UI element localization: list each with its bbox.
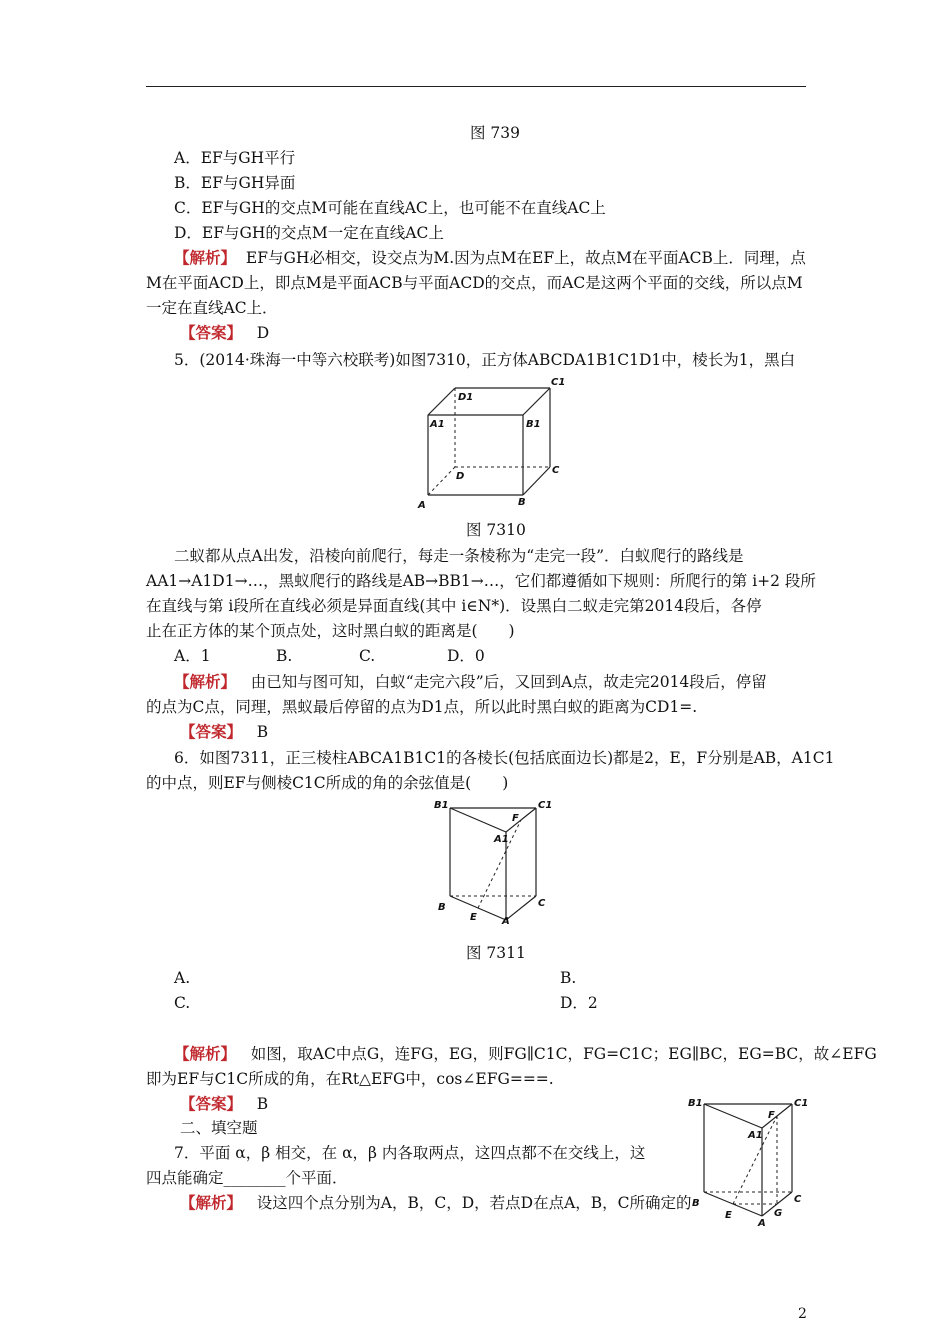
analysis-tag: 【解析】 [174, 672, 237, 691]
label-B1: B1 [434, 800, 449, 811]
q5-stem-line-5: 止在正方体的某个顶点处，这时黑白蚁的距离是( ) [146, 622, 515, 640]
figure-caption-7311: 图 7311 [466, 944, 526, 962]
label-C1: C1 [551, 377, 566, 388]
answer-value: D [256, 324, 270, 342]
q7-analysis-line-1 [180, 1193, 692, 1213]
q4-option-d: D．EF与GH的交点M一定在直线AC上 [174, 224, 444, 242]
answer-value: B [256, 1095, 269, 1113]
label-D1: D1 [458, 392, 474, 403]
q7-stem-line-2: 四点能确定________个平面． [146, 1169, 348, 1187]
q4-analysis-line-2: M在平面ACD上，即点M是平面ACB与平面ACD的交点，而AC是这两个平面的交线，所以点M [146, 274, 803, 292]
analysis-text: 设这四个点分别为A，B，C，D，若点D在点A，B，C所确定的 [256, 1194, 692, 1212]
q4-option-a: A．EF与GH平行 [174, 149, 296, 167]
q6-analysis-line-2: 即为EF与C1C所成的角，在Rt△EFG中，cos∠EFG===. [146, 1070, 554, 1088]
analysis-text: EF与GH必相交，设交点为M.因为点M在EF上，故点M在平面ACB上．同理，点 [245, 249, 806, 267]
q4-option-b: B．EF与GH异面 [174, 174, 296, 192]
label-C: C [794, 1194, 802, 1205]
page-number: 2 [798, 1306, 807, 1322]
answer-tag: 【答案】 [180, 1094, 243, 1113]
q6-option-c: C. [174, 994, 191, 1012]
q5-stem-line-1: 5．(2014·珠海一中等六校联考)如图7310，正方体ABCDA1B1C1D1中，棱长为1，黑白 [174, 351, 796, 369]
q4-analysis-line-3: 一定在直线AC上． [146, 299, 278, 317]
label-C1: C1 [538, 800, 553, 811]
q5-option-a: A．1 [174, 647, 211, 665]
q6-option-b: B. [560, 969, 577, 987]
analysis-text: 如图，取AC中点G，连FG，EG，则FG∥C1C，FG=C1C；EG∥BC，EG=BC，故∠EFG [250, 1045, 877, 1063]
label-A1: A1 [494, 834, 509, 845]
analysis-tag: 【解析】 [174, 1044, 237, 1063]
q5-option-b: B. [276, 647, 293, 665]
label-A: A [418, 500, 426, 511]
figure-caption-739: 图 739 [470, 124, 521, 142]
q5-option-d: D．0 [447, 647, 485, 665]
label-C1: C1 [794, 1098, 809, 1109]
label-B1: B1 [526, 419, 541, 430]
prism-figure-with-g [684, 1092, 814, 1230]
q5-stem-line-2: 二蚁都从点A出发，沿棱向前爬行，每走一条棱称为“走完一段”．白蚁爬行的路线是 [174, 547, 744, 565]
label-B: B [692, 1198, 700, 1209]
analysis-tag: 【解析】 [180, 1193, 243, 1212]
q6-stem-line-1: 6．如图7311，正三棱柱ABCA1B1C1的各棱长(包括底面边长)都是2，E，F分别是AB，A1C1 [174, 749, 835, 767]
answer-tag: 【答案】 [180, 323, 243, 342]
section-fill-in-title: 二、填空题 [180, 1119, 258, 1137]
q5-stem-line-4: 在直线与第 i段所在直线必须是异面直线(其中 i∈N*)．设黑白二蚁走完第2014段后，各停 [146, 597, 762, 615]
label-F: F [512, 813, 519, 824]
label-E: E [470, 912, 477, 923]
label-C: C [552, 465, 560, 476]
q5-analysis-line-1 [174, 672, 767, 692]
q6-answer [180, 1094, 268, 1114]
figure-caption-7310: 图 7310 [466, 521, 526, 539]
label-B: B [518, 497, 526, 508]
q5-analysis-line-2: 的点为C点，同理，黑蚁最后停留的点为D1点，所以此时黑白蚁的距离为CD1=. [146, 698, 698, 716]
label-B1: B1 [688, 1098, 703, 1109]
q5-stem-line-3: AA1→A1D1→…，黑蚁爬行的路线是AB→BB1→…，它们都遵循如下规则：所爬行的第 i+2 段所 [146, 572, 816, 590]
label-C: C [538, 898, 546, 909]
analysis-tag: 【解析】 [174, 248, 237, 267]
q4-analysis-line-1 [174, 248, 806, 268]
label-G: G [774, 1208, 783, 1219]
q6-option-d: D．2 [560, 994, 598, 1012]
q7-stem-line-1: 7．平面 α，β 相交，在 α，β 内各取两点，这四点都不在交线上，这 [174, 1144, 646, 1162]
label-A: A [502, 916, 510, 926]
label-A: A [758, 1218, 766, 1229]
analysis-text: 由已知与图可知，白蚁“走完六段”后，又回到A点，故走完2014段后，停留 [250, 673, 767, 691]
q5-option-c: C. [359, 647, 376, 665]
prism-figure [432, 796, 562, 926]
answer-value: B [256, 723, 269, 741]
label-D: D [456, 471, 465, 482]
q6-analysis-line-1 [174, 1044, 877, 1064]
label-A1: A1 [748, 1130, 763, 1141]
label-F: F [768, 1110, 775, 1121]
q4-answer [180, 323, 269, 343]
q5-answer [180, 722, 268, 742]
q4-option-c: C．EF与GH的交点M可能在直线AC上，也可能不在直线AC上 [174, 199, 606, 217]
q6-option-a: A. [174, 969, 191, 987]
q6-stem-line-2: 的中点，则EF与侧棱C1C所成的角的余弦值是( ) [146, 774, 509, 792]
answer-tag: 【答案】 [180, 722, 243, 741]
label-E: E [725, 1210, 732, 1221]
label-A1: A1 [430, 419, 445, 430]
cube-figure [410, 375, 570, 515]
header-rule [146, 86, 806, 87]
label-B: B [438, 902, 446, 913]
